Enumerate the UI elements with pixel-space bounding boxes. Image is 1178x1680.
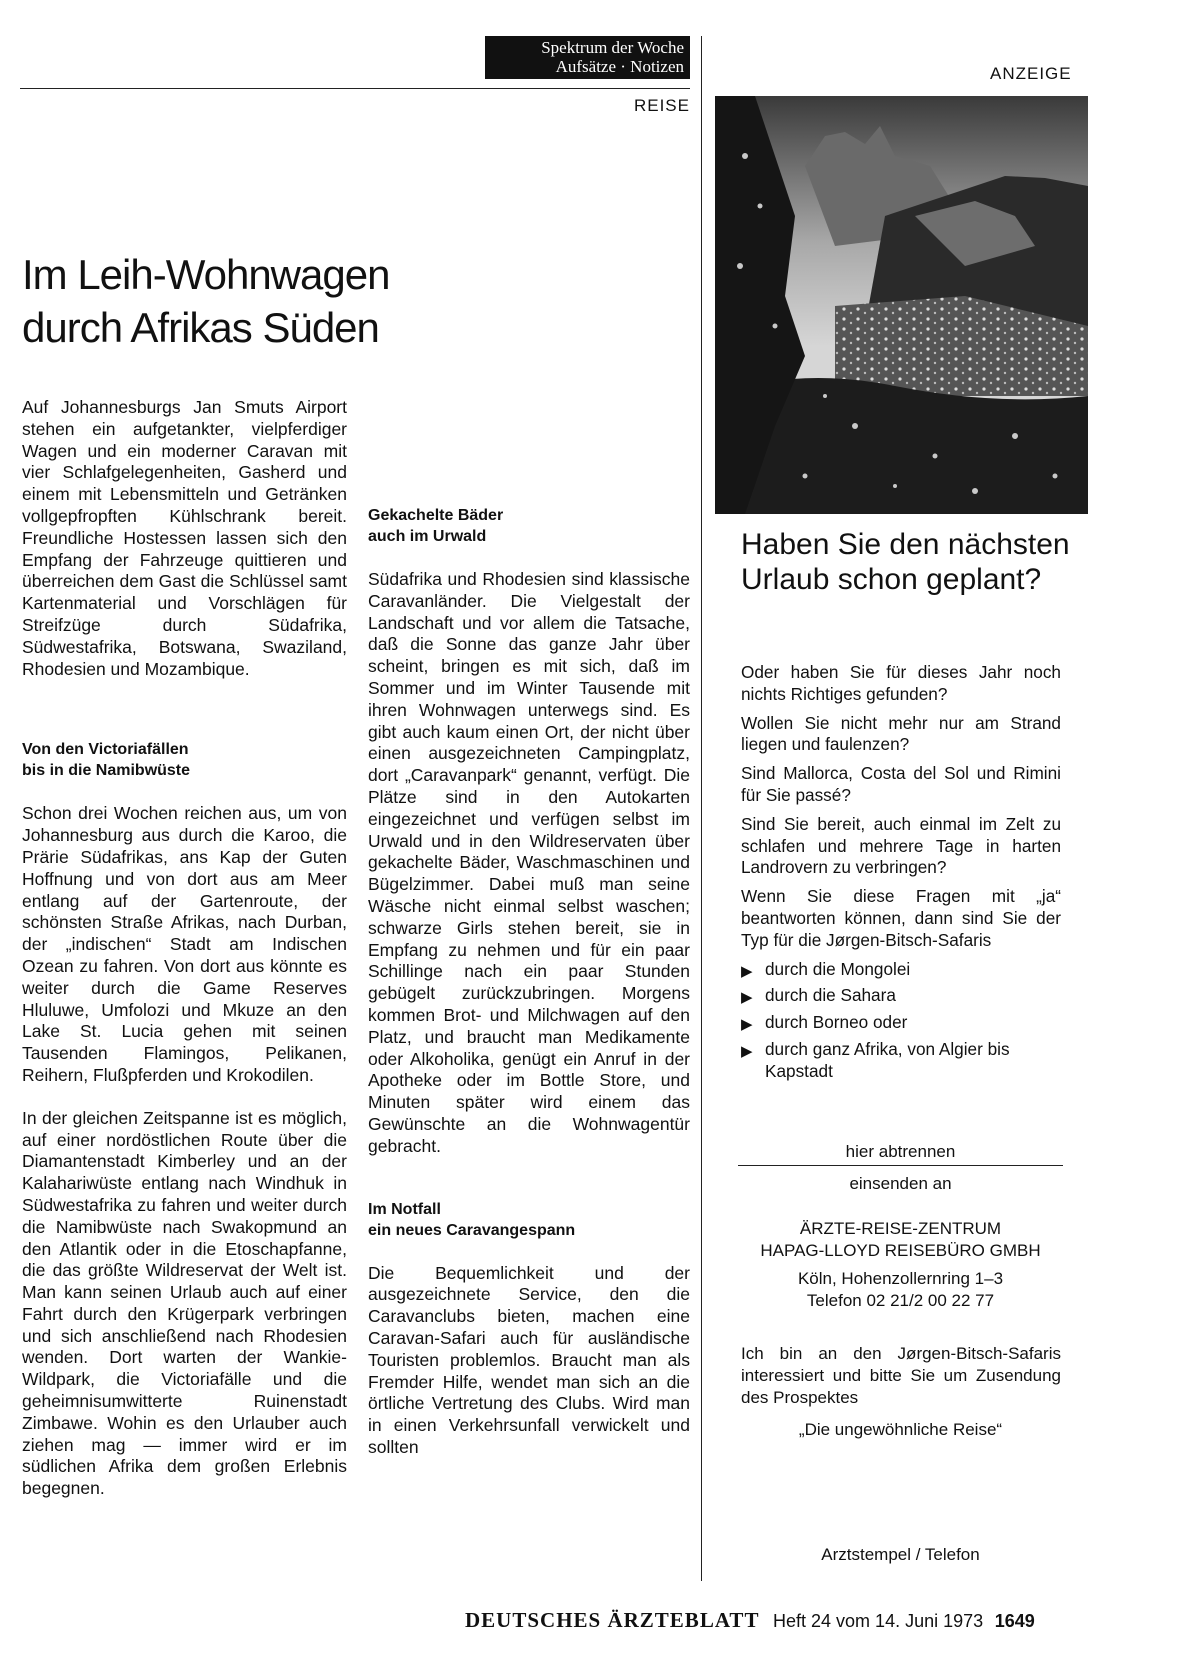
article-column-1 xyxy=(22,397,347,1521)
subheading-line: ein neues Caravangespann xyxy=(368,1221,576,1239)
cut-line xyxy=(738,1165,1063,1166)
headline-line1: Im Leih-Wohnwagen xyxy=(22,251,390,298)
list-item: ▶ durch ganz Afrika, von Algier bis Kapstadt xyxy=(741,1038,1010,1081)
paragraph: In der gleichen Zeitspanne ist es möglich, auf einer nordöstlichen Route über die Diamantenstadt Kimberley und an der Kalahariwüste entlang nach Windhuk in Südwestafrika zu fahren und weiter durch die Namibwüste nach Swakopmund an den Atlantik oder in die Etoschapfanne, die das größte Wildreservat der Welt ist. Man kann seinen Urlaub auch auf einer Fahrt durch den Krügerpark verbringen und sich anschließend nach Rhodesien wenden. Dort warten der Wankie-Wildpark, die Victoriafälle und die geheimnisumwitterte Ruinenstadt Zimbawe. Wohin es den Urlauber auch ziehen mag — immer wird er im südlichen Afrika dem großen Erlebnis begegnen. xyxy=(22,1107,347,1499)
subheading-line: auch im Urwald xyxy=(368,528,487,545)
headline-line2: durch Afrikas Süden xyxy=(22,304,379,351)
section-label xyxy=(485,36,690,79)
company-name-2: HAPAG-LLOYD REISEBÜRO GMBH xyxy=(760,1241,1041,1260)
paragraph: Schon drei Wochen reichen aus, um von Johannesburg aus durch die Karoo, die Prärie Südafrikas, ans Kap der Guten Hoffnung und von dort aus am Meer entlang auf der Gartenroute, der schönsten Straße Afrikas, nach Durban, der „indischen“ Stadt am Indischen Ozean zu fahren. Von dort aus könnte es weiter durch die Game Reserves Hluluwe, Umfolozi und Mkuze an den Lake St. Lucia gehen mit seinen Tausenden Flamingos, Pelikanen, Reihern, Flußpferden und Krokodilen. xyxy=(22,803,347,1085)
subheading xyxy=(368,1199,690,1241)
ad-question: Oder haben Sie für dieses Jahr noch nichts Richtiges gefunden? xyxy=(741,662,1061,704)
triangle-bullet-icon: ▶ xyxy=(741,1016,753,1034)
column-divider xyxy=(701,36,702,1581)
page-footer xyxy=(465,1608,1145,1633)
company-name: ÄRZTE-REISE-ZENTRUM xyxy=(799,1219,1002,1238)
journal-name: DEUTSCHES ÄRZTEBLATT xyxy=(465,1608,760,1632)
company-address: Köln, Hohenzollernring 1–3 xyxy=(797,1269,1004,1288)
list-item: ▶ durch die Sahara xyxy=(741,985,1061,1007)
triangle-bullet-icon: ▶ xyxy=(741,1042,753,1060)
company-phone: Telefon 02 21/2 00 22 77 xyxy=(806,1291,995,1310)
cut-here-label: hier abtrennen xyxy=(845,1142,956,1161)
list-item: ▶ durch die Mongolei xyxy=(741,959,1061,981)
subheading xyxy=(22,739,347,781)
header-rule xyxy=(20,88,690,89)
section-label-line2: Aufsätze · Notizen xyxy=(555,57,684,76)
ad-question: Sind Sie bereit, auch einmal im Zelt zu schlafen und mehrere Tage in harten Landrovern zu verbringen? xyxy=(741,813,1061,878)
article-column-2 xyxy=(368,397,690,1480)
send-to-label: einsenden an xyxy=(849,1174,952,1193)
subheading xyxy=(368,505,690,547)
ad-body xyxy=(741,662,1061,1088)
issue-info: Heft 24 vom 14. Juni 1973 xyxy=(773,1611,984,1631)
ad-question: Sind Mallorca, Costa del Sol und Rimini für Sie passé? xyxy=(741,763,1061,805)
landscape-photo xyxy=(715,96,1088,514)
triangle-bullet-icon: ▶ xyxy=(741,989,753,1007)
page-number: 1649 xyxy=(994,1611,1035,1631)
section-label-line1: Spektrum der Woche xyxy=(541,38,684,57)
article-headline xyxy=(22,248,642,354)
ad-question: Wollen Sie nicht mehr nur am Strand liegen und faulenzen? xyxy=(741,712,1061,755)
safari-list xyxy=(741,959,1061,1083)
ad-label: ANZEIGE xyxy=(990,64,1072,83)
category-label: REISE xyxy=(633,96,690,115)
brochure-title: „Die ungewöhnliche Reise“ xyxy=(798,1420,1003,1439)
subheading-line: Im Notfall xyxy=(368,1200,441,1218)
subheading-line: Gekachelte Bäder xyxy=(368,507,504,524)
subheading-line: Von den Victoriafällen xyxy=(22,741,189,759)
ad-question: Wenn Sie diese Fragen mit „ja“ beantworten können, dann sind Sie der Typ für die Jørgen-Bitsch-Safaris xyxy=(741,886,1061,950)
stamp-field-label: Arztstempel / Telefon xyxy=(821,1545,980,1564)
subheading-line: bis in die Namibwüste xyxy=(22,762,191,780)
order-text: Ich bin an den Jørgen-Bitsch-Safaris interessiert und bitte Sie um Zusendung des Prospektes xyxy=(741,1344,1061,1407)
paragraph: Südafrika und Rhodesien sind klassische Caravanländer. Die Vielgestalt der Landschaft und vor allem die Tatsache, daß die Sonne das ganze Jahr über scheint, bringen es mit sich, daß im Sommer und im Winter Tausende mit ihren Wohnwagen unterwegs sind. Es gibt auch kaum einen Ort, der nicht über einen ausgezeichneten Campingplatz, dort „Caravanpark“ genannt, verfügt. Die Plätze sind in den Autokarten eingezeichnet und verfügen selbst im Urwald und in den Wildreservaten über gekachelte Bäder, Waschmaschinen und Bügelzimmer. Dabei muß man seine Wäsche nicht einmal selbst waschen; schwarze Girls stehen bereit, sie in Empfang zu nehmen und für ein paar Schillinge nach ein paar Stunden gebügelt zurückzubringen. Morgens kommen Brot- und Milchwagen auf den Platz, und braucht man Medikamente oder Alkoholika, genügt ein Anruf in der Apotheke oder im Bottle Store, und Minuten später wird einem das Gewünschte an die Wohnwagentür gebracht. xyxy=(368,569,690,1156)
paragraph: Die Bequemlichkeit und der ausgezeichnete Service, den die Caravanclubs bieten, machen eine Caravan-Safari auch für ausländische Touristen problemlos. Braucht man als Fremder Hilfe, wendet man sich an die örtliche Vertretung des Clubs. Wird man in einen Verkehrsunfall verwickelt und sollten xyxy=(368,1262,690,1457)
ad-headline: Haben Sie den nächsten Urlaub schon geplant? xyxy=(741,528,1070,596)
list-item: ▶ durch Borneo oder xyxy=(741,1012,1061,1034)
triangle-bullet-icon: ▶ xyxy=(741,962,753,980)
paragraph: Auf Johannesburgs Jan Smuts Airport stehen ein aufgetankter, vielpferdiger Wagen und ein moderner Caravan mit vier Schlafgelegenheiten, Gasherd und einem mit Lebensmitteln und Getränken vollgepfropften Kühlschrank bereit. Freundliche Hostessen lassen sich den Empfang der Fahrzeuge quittieren und überreichen dem Gast die Schlüssel samt Kartenmaterial und Vorschlägen für Streifzüge durch Südafrika, Südwestafrika, Botswana, Swaziland, Rhodesien und Mozambique. xyxy=(22,397,347,679)
